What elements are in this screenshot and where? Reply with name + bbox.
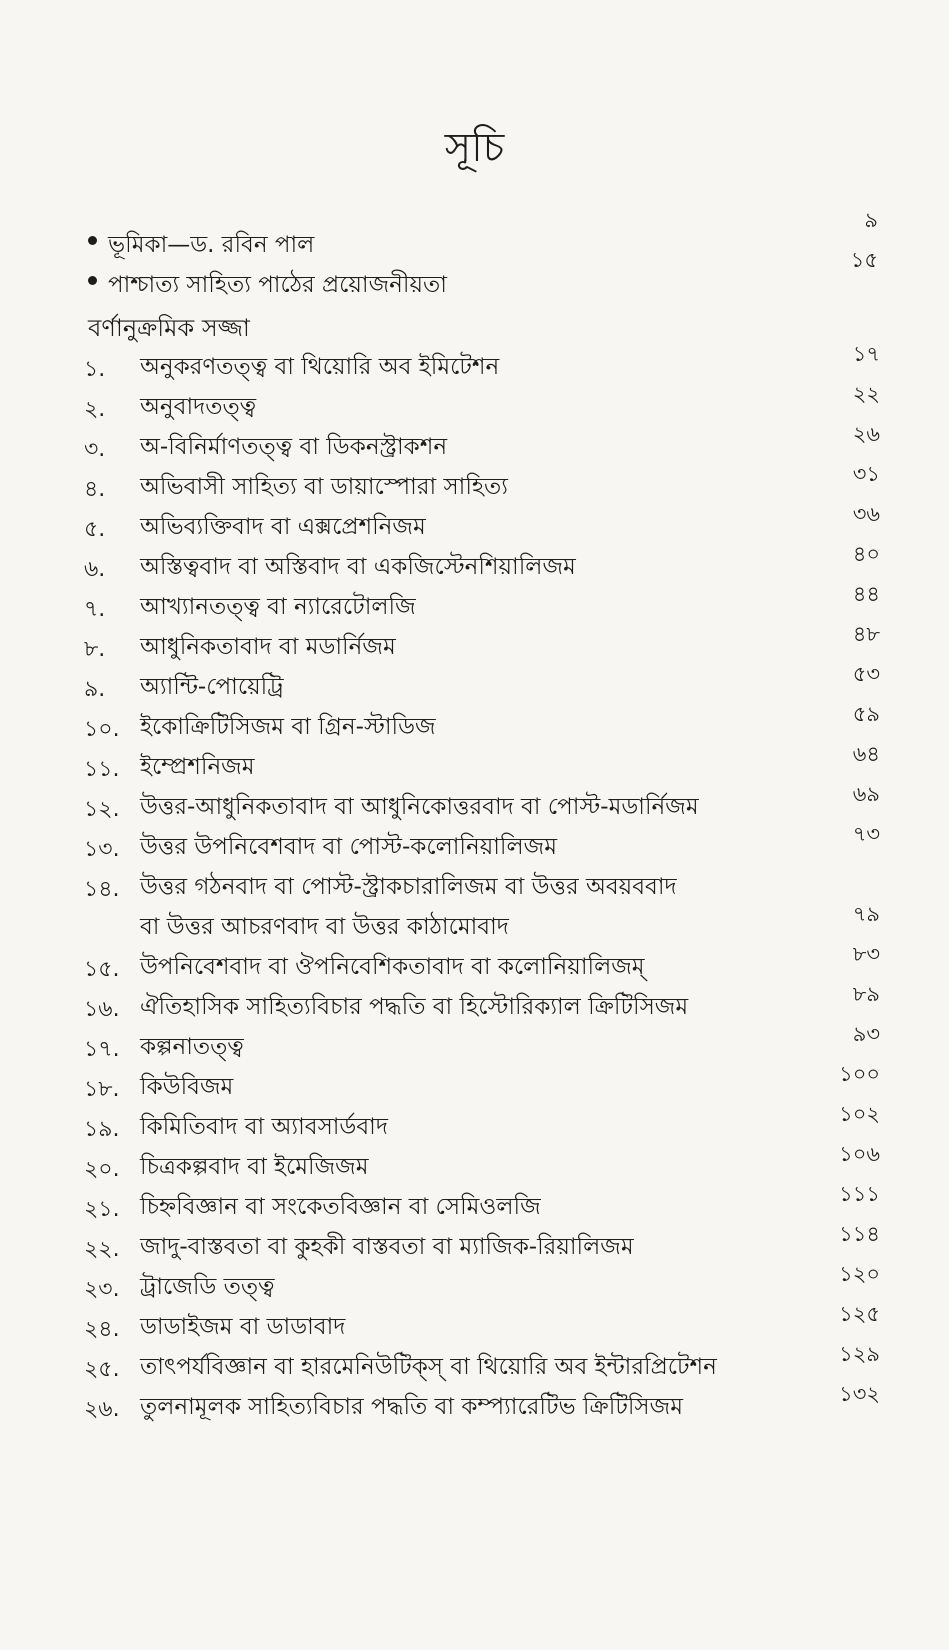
entry-page-number: ৪৮	[852, 622, 880, 646]
entry-label: অনুবাদতত্ত্ব	[140, 394, 257, 420]
entry-label: উত্তর গঠনবাদ বা পোস্ট-স্ট্রাকচারালিজম বা উত্তর অবয়ববাদ	[140, 874, 677, 900]
entry-page-number: ৩১	[852, 462, 880, 486]
page-title: সূচি	[444, 125, 505, 171]
entry-number: ১৮.	[84, 1077, 120, 1102]
entry-number: ১৬.	[84, 997, 120, 1022]
entry-label: অভিব্যক্তিবাদ বা এক্সপ্রেশনিজম	[140, 514, 426, 540]
entry-label: উপনিবেশবাদ বা ঔপনিবেশিকতাবাদ বা কলোনিয়ালিজম্	[140, 954, 645, 980]
entry-label: অভিবাসী সাহিত্য বা ডায়াস্পোরা সাহিত্য	[140, 474, 508, 500]
intro-page-number: ৯	[864, 208, 878, 232]
entry-label: ঐতিহাসিক সাহিত্যবিচার পদ্ধতি বা হিস্টোরিক্যাল ক্রিটিসিজম	[140, 994, 689, 1020]
entry-page-number: ১১১	[839, 1182, 880, 1206]
entry-page-number: ৫৩	[852, 662, 880, 686]
entry-label: উত্তর উপনিবেশবাদ বা পোস্ট-কলোনিয়ালিজম	[140, 834, 557, 860]
bullet-icon	[88, 276, 97, 285]
entry-page-number: ১০০	[839, 1062, 880, 1086]
entry-label: অ-বিনির্মাণতত্ত্ব বা ডিকনস্ট্রাকশন	[140, 434, 448, 460]
section-heading: বর্ণানুক্রমিক সজ্জা	[88, 314, 250, 342]
entry-page-number: ১১৪	[839, 1222, 880, 1246]
entry-page-number: ৫৯	[852, 702, 880, 726]
entry-label: ট্রাজেডি তত্ত্ব	[140, 1274, 275, 1300]
entry-number: ৯.	[84, 677, 106, 702]
entry-page-number: ৭৩	[852, 822, 880, 846]
entry-label: অস্তিত্ববাদ বা অস্তিবাদ বা একজিস্টেনশিয়ালিজম	[140, 554, 576, 580]
toc-entry	[84, 1100, 880, 1140]
entry-number: ১৫.	[84, 957, 120, 982]
toc-entry	[84, 620, 880, 660]
entry-label: উত্তর-আধুনিকতাবাদ বা আধুনিকোত্তরবাদ বা পোস্ট-মডার্নিজম	[140, 794, 699, 820]
entry-label: কল্পনাতত্ত্ব	[140, 1034, 244, 1060]
entry-number: ১২.	[84, 797, 120, 822]
entry-number: ১৪.	[84, 877, 120, 902]
entry-number: ২৫.	[84, 1357, 120, 1382]
entry-number: ৩.	[84, 437, 106, 462]
toc-entry	[84, 420, 880, 460]
entry-number: ৫.	[84, 517, 106, 542]
entry-label: চিত্রকল্পবাদ বা ইমেজিজম	[140, 1154, 369, 1180]
entry-number: ১০.	[84, 717, 120, 742]
entry-page-number: ৮৯	[852, 982, 880, 1006]
toc-entry	[84, 1180, 880, 1220]
toc-entry	[84, 1380, 880, 1420]
toc-entry	[84, 1020, 880, 1060]
entry-label: কিমিতিবাদ বা অ্যাবসার্ডবাদ	[140, 1114, 388, 1140]
entry-number: ৬.	[84, 557, 106, 582]
toc-entry	[84, 820, 880, 860]
entry-number: ১৩.	[84, 837, 120, 862]
toc-entry	[84, 460, 880, 500]
entry-number: ৪.	[84, 477, 106, 502]
toc-entry	[84, 1300, 880, 1340]
toc-entry	[84, 700, 880, 740]
toc-entry	[84, 380, 880, 420]
intro-item	[88, 208, 878, 262]
bullet-icon	[88, 236, 97, 245]
entry-page-number: ৭৯	[852, 902, 880, 926]
toc-entry	[84, 340, 880, 380]
intro-page-number: ১৫	[850, 248, 878, 272]
entry-page-number: ১২৫	[839, 1302, 880, 1326]
entry-number: ২২.	[84, 1237, 120, 1262]
entry-page-number: ৪৪	[852, 582, 880, 606]
toc-entries	[84, 340, 880, 1420]
entry-number: ২.	[84, 397, 106, 422]
toc-entry	[84, 500, 880, 540]
entry-number: ১১.	[84, 757, 120, 782]
entry-label: চিহ্নবিজ্ঞান বা সংকেতবিজ্ঞান বা সেমিওলজি	[140, 1194, 541, 1220]
entry-label: ইম্প্রেশনিজম	[140, 754, 255, 780]
intro-label: ভূমিকা—ড. রবিন পাল	[108, 232, 315, 258]
entry-page-number: ৬৯	[852, 782, 880, 806]
entry-page-number: ৯৩	[852, 1022, 880, 1046]
entry-number: ৭.	[84, 597, 106, 622]
entry-label: তাৎপর্যবিজ্ঞান বা হারমেনিউটিক্স্ বা থিয়োরি অব ইন্টারপ্রিটেশন	[140, 1354, 717, 1380]
entry-page-number: ১০৬	[839, 1142, 880, 1166]
entry-page-number: ৬৪	[852, 742, 880, 766]
entry-number: ২৪.	[84, 1317, 120, 1342]
intro-label: পাশ্চাত্য সাহিত্য পাঠের প্রয়োজনীয়তা	[108, 272, 447, 298]
entry-label: অনুকরণতত্ত্ব বা থিয়োরি অব ইমিটেশন	[140, 354, 500, 380]
entry-label: জাদু-বাস্তবতা বা কুহকী বাস্তবতা বা ম্যাজিক-রিয়ালিজম	[140, 1234, 634, 1260]
entry-label-continued: বা উত্তর আচরণবাদ বা উত্তর কাঠামোবাদ	[140, 914, 509, 940]
entry-number: ১.	[84, 357, 106, 382]
entry-number: ১৭.	[84, 1037, 120, 1062]
entry-label: তুলনামূলক সাহিত্যবিচার পদ্ধতি বা কম্প্যারেটিভ ক্রিটিসিজম	[140, 1394, 683, 1420]
toc-entry	[84, 1140, 880, 1180]
entry-page-number: ৮৩	[852, 942, 880, 966]
entry-label: আখ্যানতত্ত্ব বা ন্যারেটোলজি	[140, 594, 416, 620]
toc-entry	[84, 580, 880, 620]
toc-entry	[84, 780, 880, 820]
entry-page-number: ১২০	[839, 1262, 880, 1286]
entry-page-number: ২৬	[852, 422, 880, 446]
entry-number: ২১.	[84, 1197, 120, 1222]
toc-entry	[84, 1220, 880, 1260]
entry-page-number: ৩৬	[852, 502, 880, 526]
entry-label: ডাডাইজম বা ডাডাবাদ	[140, 1314, 346, 1340]
toc-entry	[84, 940, 880, 980]
entry-label: ইকোক্রিটিসিজম বা গ্রিন-স্টাডিজ	[140, 714, 436, 740]
entry-page-number: ২২	[852, 382, 880, 406]
entry-label: আধুনিকতাবাদ বা মডার্নিজম	[140, 634, 396, 660]
entry-page-number: ১৩২	[839, 1382, 880, 1406]
entry-number: ২০.	[84, 1157, 120, 1182]
toc-entry	[84, 540, 880, 580]
toc-entry	[84, 1340, 880, 1380]
toc-entry	[84, 1260, 880, 1300]
entry-number: ২৬.	[84, 1397, 120, 1422]
entry-page-number: ৪০	[852, 542, 880, 566]
entry-number: ১৯.	[84, 1117, 120, 1142]
entry-number: ৮.	[84, 637, 106, 662]
entry-page-number: ১৭	[852, 342, 880, 366]
entry-page-number: ১০২	[839, 1102, 880, 1126]
toc-entry	[84, 660, 880, 700]
toc-entry	[84, 980, 880, 1020]
toc-entry	[84, 740, 880, 780]
toc-entry	[84, 860, 880, 940]
entry-number: ২৩.	[84, 1277, 120, 1302]
entry-page-number: ১২৯	[839, 1342, 880, 1366]
toc-entry	[84, 1060, 880, 1100]
entry-label: অ্যান্টি-পোয়েট্রি	[140, 674, 284, 700]
intro-item	[88, 248, 878, 302]
entry-label: কিউবিজম	[140, 1074, 234, 1100]
